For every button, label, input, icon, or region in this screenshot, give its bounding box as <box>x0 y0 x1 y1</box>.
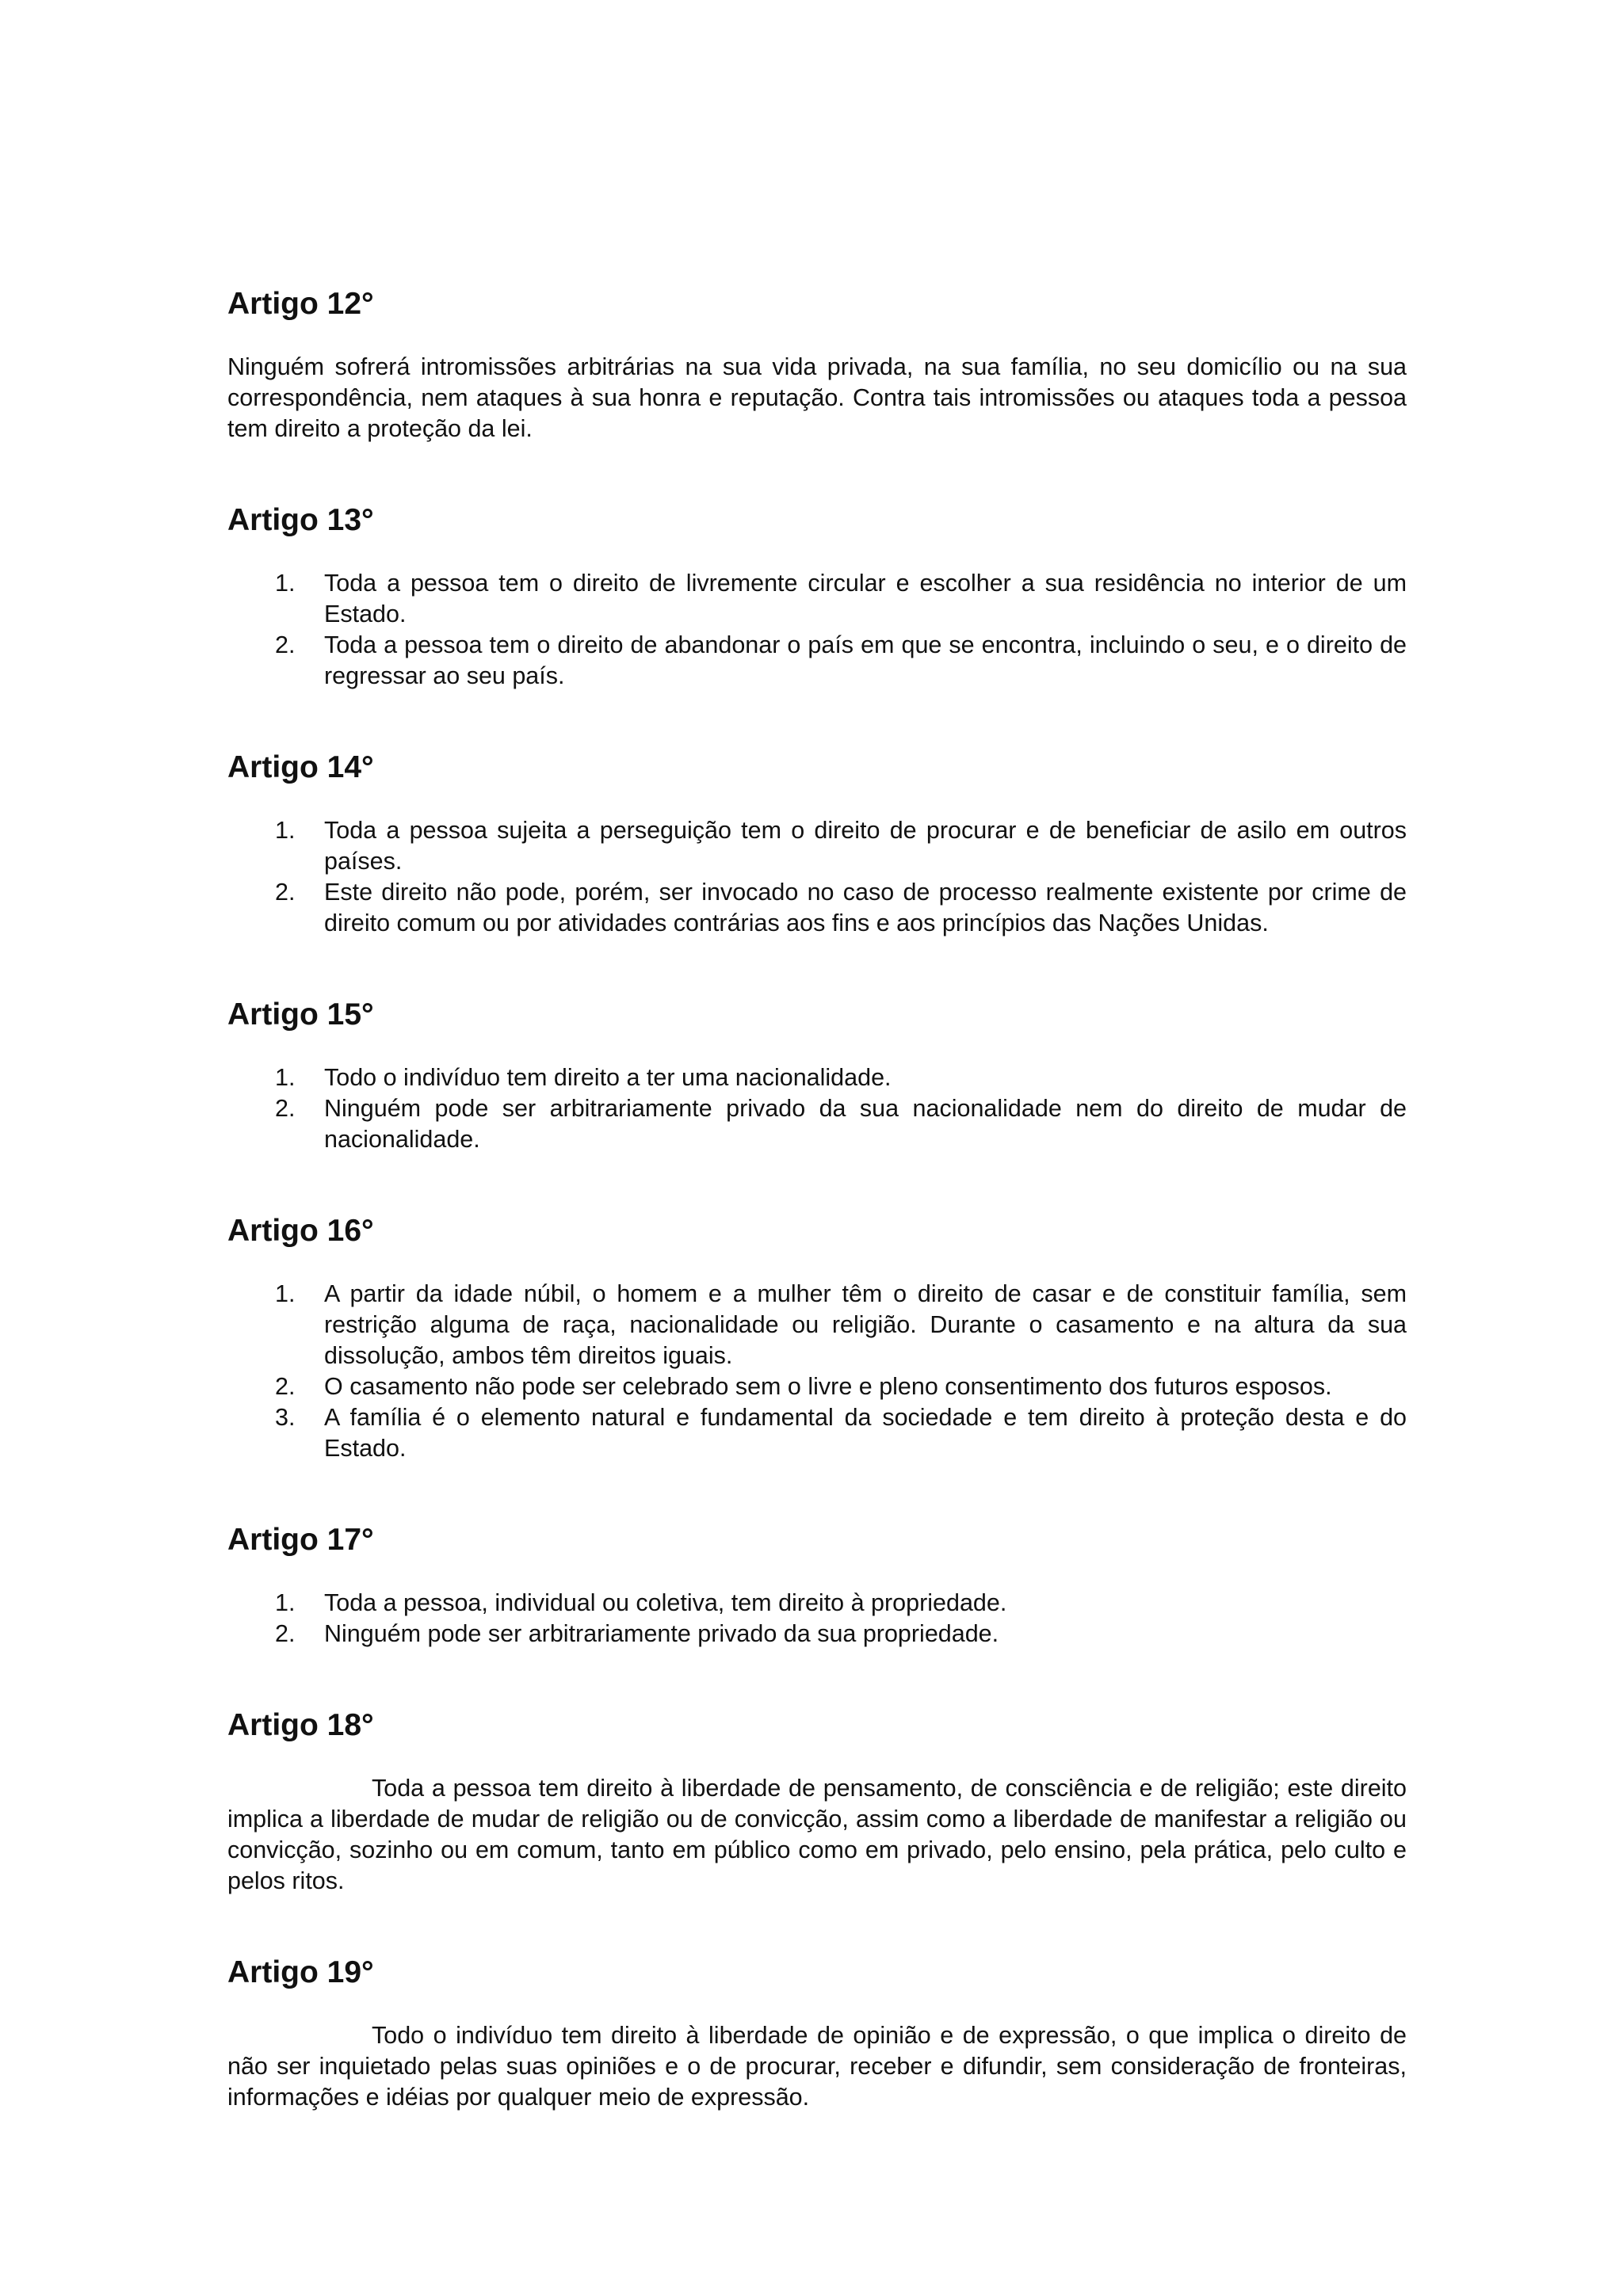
article-title: Artigo 15° <box>227 997 374 1032</box>
list-item-number: 1. <box>275 1280 296 1307</box>
list-item-number: 1. <box>275 1064 296 1091</box>
article-title: Artigo 16° <box>227 1214 374 1248</box>
list-item <box>227 1371 1407 1402</box>
article-list <box>227 1279 1407 1464</box>
list-item-number: 2. <box>275 1095 296 1122</box>
list-item-text: A família é o elemento natural e fundamental da sociedade e tem direito à proteção desta e do Estado. <box>324 1404 1407 1462</box>
article-19 <box>227 1954 1407 2113</box>
list-item-text: A partir da idade núbil, o homem e a mulher têm o direito de casar e de constituir família, sem restrição alguma de raça, nacionalidade ou religião. Durante o casamento e na altura da sua dissolução, ambos têm direitos iguais. <box>324 1280 1407 1369</box>
list-item-number: 1. <box>275 1589 296 1616</box>
list-item-text: Toda a pessoa tem o direito de livremente circular e escolher a sua residência no interior de um Estado. <box>324 570 1407 627</box>
list-item <box>227 1619 1407 1650</box>
list-item-number: 3. <box>275 1404 296 1431</box>
article-list <box>227 1588 1407 1650</box>
list-item-number: 2. <box>275 879 296 906</box>
list-item-text: Ninguém pode ser arbitrariamente privado da sua propriedade. <box>324 1620 999 1647</box>
list-item <box>227 1279 1407 1371</box>
article-title: Artigo 12° <box>227 287 374 321</box>
list-item <box>227 815 1407 877</box>
list-item-text: Toda a pessoa, individual ou coletiva, tem direito à propriedade. <box>324 1589 1007 1616</box>
article-13 <box>227 502 1407 692</box>
article-paragraph: Ninguém sofrerá intromissões arbitrárias na sua vida privada, na sua família, no seu domicílio ou na sua correspondência, nem ataques à sua honra e reputação. Contra tais intromissões ou ataques toda a pessoa tem direito a proteção da lei. <box>227 353 1407 442</box>
list-item-text: Toda a pessoa sujeita a perseguição tem o direito de procurar e de beneficiar de asilo em outros países. <box>324 817 1407 875</box>
list-item <box>227 568 1407 630</box>
list-item-number: 1. <box>275 570 296 597</box>
list-item-text: Toda a pessoa tem o direito de abandonar o país em que se encontra, incluindo o seu, e o direito de regressar ao seu país. <box>324 631 1407 689</box>
list-item <box>227 1062 1407 1093</box>
article-title: Artigo 18° <box>227 1708 374 1742</box>
list-item-text: Ninguém pode ser arbitrariamente privado da sua nacionalidade nem do direito de mudar de nacionalidade. <box>324 1095 1407 1153</box>
article-14 <box>227 749 1407 939</box>
article-title: Artigo 17° <box>227 1523 374 1557</box>
list-item-text: Este direito não pode, porém, ser invocado no caso de processo realmente existente por crime de direito comum ou por atividades contrárias aos fins e aos princípios das Nações Unidas. <box>324 879 1407 936</box>
list-item-number: 1. <box>275 817 296 844</box>
article-title: Artigo 14° <box>227 750 374 784</box>
article-15 <box>227 996 1407 1155</box>
document-body <box>227 285 1407 2170</box>
list-item-text: O casamento não pode ser celebrado sem o livre e pleno consentimento dos futuros esposos. <box>324 1373 1332 1400</box>
article-12 <box>227 285 1407 444</box>
article-list <box>227 815 1407 939</box>
article-list <box>227 568 1407 692</box>
list-item <box>227 1588 1407 1619</box>
list-item <box>227 630 1407 692</box>
list-item-number: 2. <box>275 1373 296 1400</box>
article-18 <box>227 1707 1407 1897</box>
article-17 <box>227 1521 1407 1650</box>
article-paragraph: Todo o indivíduo tem direito à liberdade de opinião e de expressão, o que implica o direito de não ser inquietado pelas suas opiniões e o de procurar, receber e difundir, sem consideração de fronteiras, informações e idéias por qualquer meio de expressão. <box>227 2022 1407 2111</box>
article-title: Artigo 13° <box>227 503 374 537</box>
article-16 <box>227 1212 1407 1464</box>
list-item <box>227 1093 1407 1155</box>
list-item-text: Todo o indivíduo tem direito a ter uma nacionalidade. <box>324 1064 892 1091</box>
article-paragraph: Toda a pessoa tem direito à liberdade de pensamento, de consciência e de religião; este direito implica a liberdade de mudar de religião ou de convicção, assim como a liberdade de manifestar a religião ou convicção, sozinho ou em comum, tanto em público como em privado, pelo ensino, pela prática, pelo culto e pelos ritos. <box>227 1775 1407 1894</box>
list-item-number: 2. <box>275 631 296 658</box>
list-item <box>227 1402 1407 1464</box>
list-item <box>227 877 1407 939</box>
article-title: Artigo 19° <box>227 1955 374 1989</box>
list-item-number: 2. <box>275 1620 296 1647</box>
article-list <box>227 1062 1407 1155</box>
